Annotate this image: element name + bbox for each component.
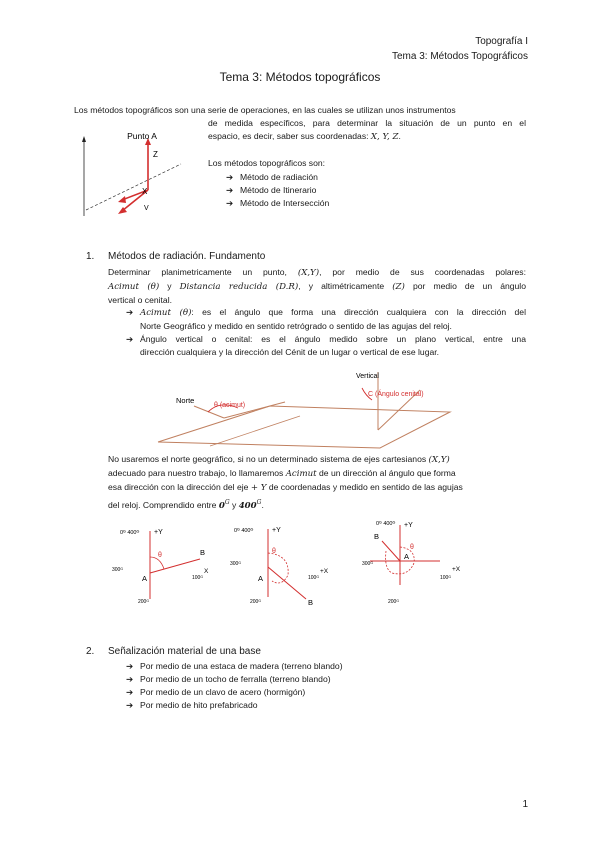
section1-number: 1. bbox=[86, 251, 95, 262]
top-label: 0ᴳ 400ᴳ bbox=[120, 530, 140, 536]
dashed-line bbox=[86, 164, 181, 210]
list-item: ➔ Método de radiación bbox=[226, 172, 318, 182]
x-arrow bbox=[118, 196, 126, 203]
theta-label: θ bbox=[272, 548, 276, 555]
vertical-axis-arrow bbox=[82, 136, 86, 142]
x-label: X bbox=[204, 568, 209, 575]
a-label: A bbox=[258, 574, 264, 583]
right-label: 100ᴳ bbox=[308, 575, 319, 581]
list-item: ➔ Por medio de un clavo de acero (hormigón) bbox=[126, 687, 306, 697]
left-label: 300ᴳ bbox=[112, 567, 123, 573]
norte-label: Norte bbox=[176, 396, 195, 405]
theta-label: θ bbox=[410, 544, 414, 551]
list-item: ➔ Ángulo vertical o cenital: es el ángulo medido sobre un plano vertical, entre una dirección cualquiera y la dirección del Cénit de un lugar o vertical de ese lugar. bbox=[126, 334, 526, 357]
top-label: 0ᴳ 400ᴳ bbox=[376, 521, 396, 527]
arrow-icon: ➔ bbox=[126, 307, 134, 317]
v-label: V bbox=[144, 205, 149, 212]
x-label: +X bbox=[320, 568, 329, 575]
page-number: 1 bbox=[522, 799, 528, 810]
section1-title: Métodos de radiación. Fundamento bbox=[108, 251, 266, 262]
y-label: +Y bbox=[154, 529, 163, 536]
arrow-icon: ➔ bbox=[126, 334, 134, 344]
intro-line3 bbox=[208, 130, 528, 144]
azimuth-diagram-1 bbox=[112, 529, 209, 605]
b-label: B bbox=[308, 598, 314, 607]
right-label: 100ᴳ bbox=[192, 575, 203, 581]
section2-list bbox=[126, 660, 343, 712]
vertical-label: Vertical bbox=[356, 373, 379, 380]
theta-arc bbox=[268, 553, 288, 583]
acimut-label: θ (acimut) bbox=[214, 402, 246, 409]
page-title: Tema 3: Métodos topográficos bbox=[219, 70, 381, 84]
arrow-icon: ➔ bbox=[126, 687, 134, 697]
intro-line3-text: espacio, es decir, saber sus coordenadas: bbox=[208, 131, 371, 141]
cartesian-paragraph: No usaremos el norte geográfico, si no un determinado sistema de ejes cartesianos (X,Y) adecuado para nuestro trabajo, lo llamaremos Acimut de un dirección al ángulo que forma esa dirección con la dirección del eje + Y de coordenadas y medido en sentido de las agujas del reloj. Comprendido entre $0^G$ y $400^G$. bbox=[108, 454, 463, 511]
list-item: ➔ Por medio de una estaca de madera (terreno blando) bbox=[126, 661, 343, 671]
z-label: Z bbox=[153, 150, 158, 159]
list-item: ➔ Método de Intersección bbox=[226, 198, 330, 208]
header-subject: Topografía I bbox=[475, 36, 528, 47]
cenital-label: C (Ángulo cenital) bbox=[368, 391, 424, 398]
section1-paragraph: Determinar planimetricamente un punto, (X,Y), por medio de sus coordenadas polares: Acimut (θ) y Distancia reducida (D.R), y altimétricamente (Z) por medio de un ángulo vertical o cenital. bbox=[108, 267, 526, 306]
theta-label: θ bbox=[158, 552, 162, 559]
direction-ab bbox=[150, 559, 200, 573]
right-label: 100ᴳ bbox=[440, 575, 451, 581]
ground-plane bbox=[158, 406, 450, 448]
arrow-icon: ➔ bbox=[126, 674, 134, 684]
list-item: ➔ Acimut (θ): es el ángulo que forma una dirección cualquiera con la dirección del Norte Geográfico y medido en sentido retrógrado o sentido de las agujas del reloj. bbox=[126, 307, 526, 331]
left-label: 300ᴳ bbox=[362, 561, 373, 567]
direction-ab bbox=[268, 567, 306, 599]
arrow-icon: ➔ bbox=[126, 700, 134, 710]
arrow-icon: ➔ bbox=[226, 172, 234, 182]
y-label: +Y bbox=[404, 522, 413, 529]
x-label: X bbox=[142, 187, 148, 196]
section1-bullets bbox=[126, 306, 526, 359]
arrow-icon: ➔ bbox=[226, 198, 234, 208]
a-label: A bbox=[142, 574, 148, 583]
bottom-label: 200ᴳ bbox=[138, 599, 149, 605]
azimuth-zenith-figure bbox=[150, 360, 460, 450]
azimuth-diagrams-figure bbox=[100, 515, 480, 615]
section2-title: Señalización material de una base bbox=[108, 646, 261, 657]
a-label: A bbox=[404, 552, 410, 561]
arrow-icon: ➔ bbox=[226, 185, 234, 195]
left-label: 300ᴳ bbox=[230, 561, 241, 567]
list-item: ➔ Por medio de hito prefabricado bbox=[126, 700, 258, 710]
arrow-icon: ➔ bbox=[126, 661, 134, 671]
list-item: ➔ Por medio de un tocho de ferralla (terreno blando) bbox=[126, 674, 331, 684]
b-label: B bbox=[374, 532, 380, 541]
list-item: ➔ Método de Itinerario bbox=[226, 185, 317, 195]
intro-line3-end: . bbox=[398, 131, 401, 141]
header-topic: Tema 3: Métodos Topográficos bbox=[391, 51, 528, 62]
azimuth-diagram-3 bbox=[362, 520, 461, 605]
bottom-label: 200ᴳ bbox=[250, 599, 261, 605]
intro-line1: Los métodos topográficos son una serie de operaciones, en las cuales se utilizan unos instrumentos bbox=[74, 105, 456, 115]
coordinate-sketch-figure bbox=[76, 128, 194, 224]
top-label: 0ᴳ 400ᴳ bbox=[234, 528, 254, 534]
coordinates-math: X, Y, Z bbox=[370, 132, 399, 142]
direction-ab bbox=[382, 541, 400, 561]
azimuth-diagram-2 bbox=[230, 527, 329, 607]
intro-line2: de medida específicos, para determinar la situación de un punto en el bbox=[208, 118, 526, 128]
bottom-label: 200ᴳ bbox=[388, 599, 399, 605]
punto-a-label: Punto A bbox=[127, 131, 157, 141]
methods-list bbox=[226, 171, 329, 210]
x-label: +X bbox=[452, 566, 461, 573]
section2-number: 2. bbox=[86, 646, 95, 657]
y-label: +Y bbox=[272, 527, 281, 534]
b-label: B bbox=[200, 548, 206, 557]
methods-heading: Los métodos topográficos son: bbox=[208, 158, 326, 168]
